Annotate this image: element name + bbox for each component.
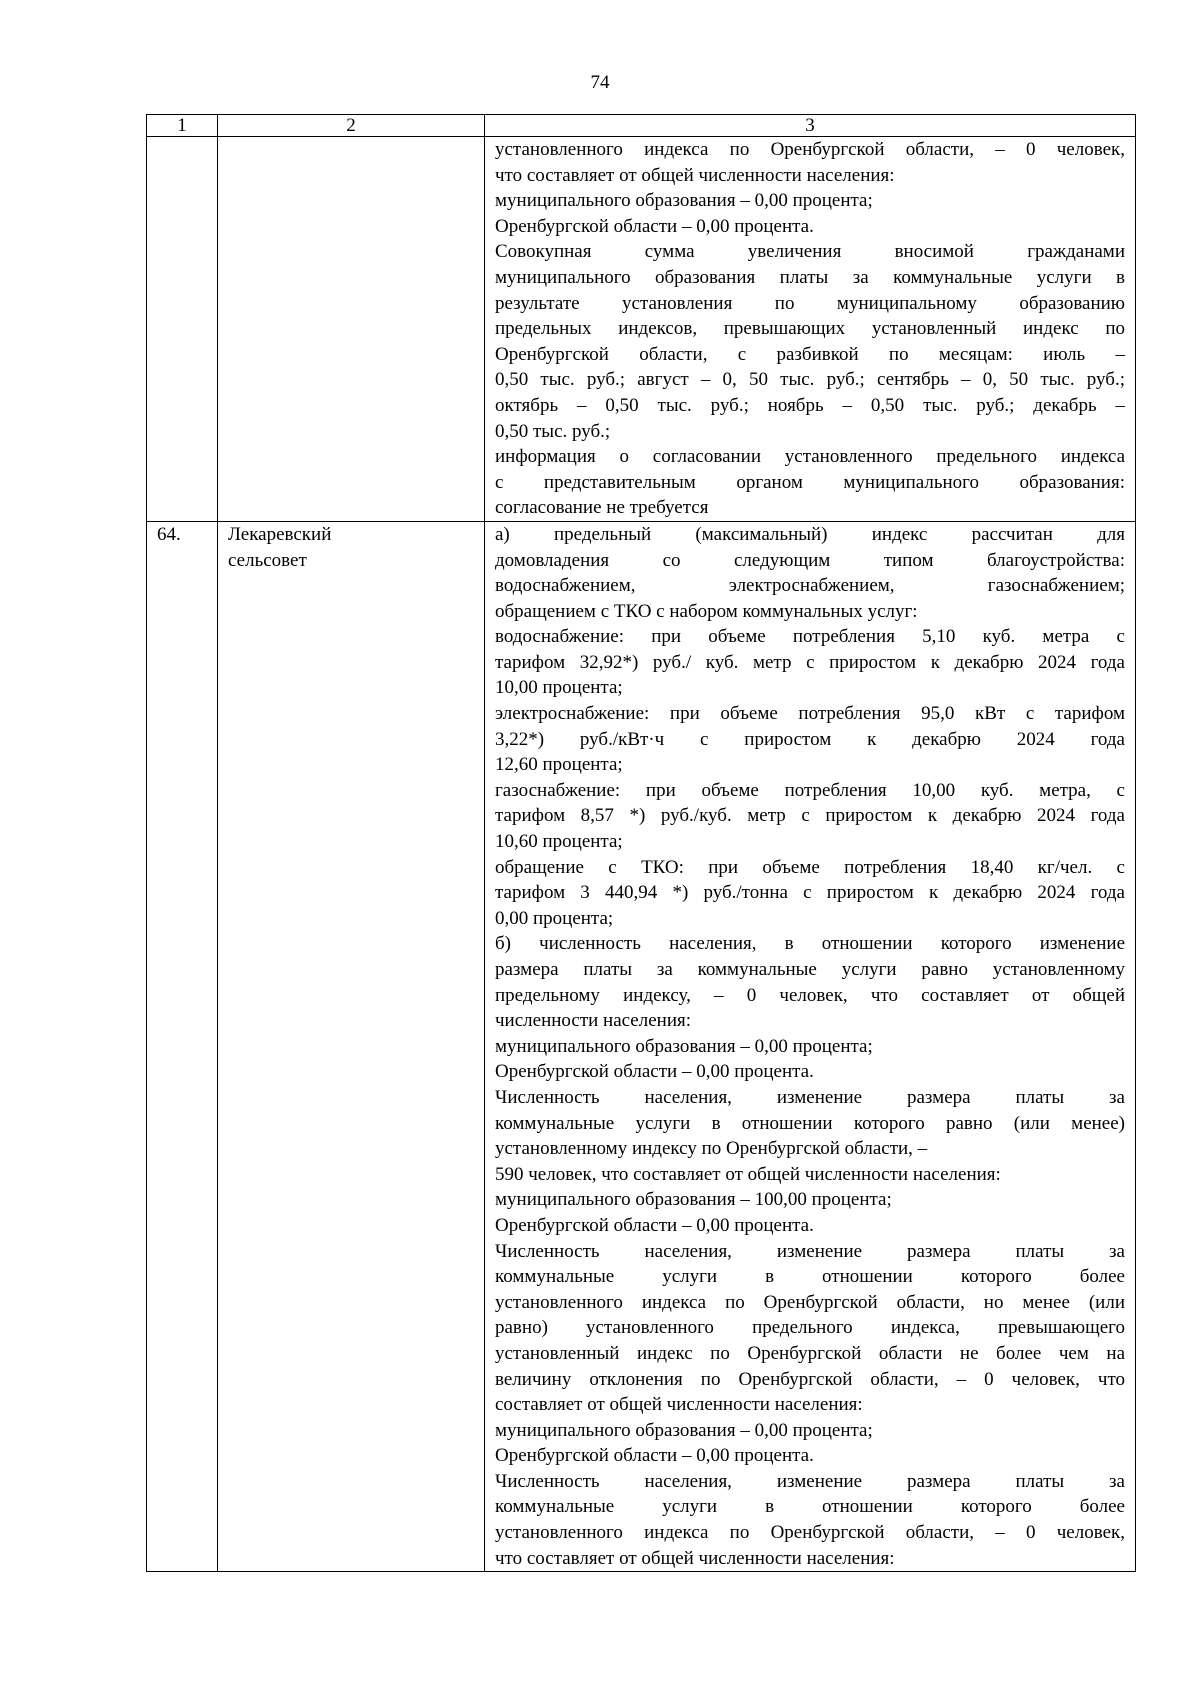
text-line: обращение с ТКО: при объеме потребления 18,40 кг/чел. с	[495, 856, 1125, 878]
text-line: 10,60 процента;	[495, 831, 623, 853]
text-paragraph	[495, 1418, 1125, 1444]
text-line: 12,60 процента;	[495, 754, 623, 776]
row-number-cell: 64.	[147, 521, 218, 1571]
text-line: обращением с ТКО с набором коммунальных услуг:	[495, 600, 918, 622]
text-line: установленного индекса по Оренбургской области, но менее (или	[495, 1291, 1125, 1313]
text-paragraph	[495, 1162, 1125, 1188]
text-paragraph	[495, 1187, 1125, 1213]
column-header-1: 1	[147, 115, 218, 137]
text-line: б) численность населения, в отношении которого изменение	[495, 933, 1125, 955]
text-line: водоснабжением, электроснабжением, газоснабжением;	[495, 575, 1125, 597]
text-line: установленного индекса по Оренбургской области, – 0 человек,	[495, 1522, 1125, 1544]
text-line: 0,00 процента;	[495, 907, 614, 929]
text-line: муниципального образования – 0,00 процента;	[495, 1035, 873, 1057]
text-paragraph	[495, 931, 1125, 1033]
text-line: Оренбургской области – 0,00 процента.	[495, 215, 814, 237]
text-paragraph	[495, 1059, 1125, 1085]
settlement-name-line: сельсовет	[228, 549, 307, 571]
text-line: муниципального образования – 0,00 процента;	[495, 1419, 873, 1441]
text-line: установленный индекс по Оренбургской области не более чем на	[495, 1342, 1125, 1364]
text-line: установленному индексу по Оренбургской области, –	[495, 1138, 928, 1160]
text-line: тарифом 32,92*) руб./ куб. метр с приростом к декабрю 2024 года	[495, 651, 1125, 673]
text-paragraph	[495, 701, 1125, 778]
page-number: 74	[590, 72, 610, 93]
text-line: с представительным органом муниципального образования:	[495, 471, 1125, 493]
text-line: электроснабжение: при объеме потребления 95,0 кВт с тарифом	[495, 703, 1125, 725]
text-paragraph	[495, 624, 1125, 701]
text-line: 10,00 процента;	[495, 677, 623, 699]
text-paragraph	[495, 1443, 1125, 1469]
text-line: муниципального образования – 0,00 процента;	[495, 190, 873, 212]
text-paragraph	[495, 1239, 1125, 1418]
text-line: что составляет от общей численности населения:	[495, 164, 895, 186]
table-row-64	[147, 521, 1136, 1571]
text-paragraph	[495, 778, 1125, 855]
text-line: численности населения:	[495, 1010, 692, 1032]
text-line: Оренбургской области – 0,00 процента.	[495, 1061, 814, 1083]
text-line: Численность населения, изменение размера платы за	[495, 1240, 1125, 1262]
text-line: муниципального образования – 100,00 процента;	[495, 1189, 892, 1211]
text-line: 0,50 тыс. руб.; август – 0, 50 тыс. руб.; сентябрь – 0, 50 тыс. руб.;	[495, 369, 1125, 391]
text-line: тарифом 3 440,94 *) руб./тонна с приростом к декабрю 2024 года	[495, 882, 1125, 904]
text-paragraph	[495, 239, 1125, 444]
settlement-name-line: Лекаревский	[228, 523, 332, 545]
text-line: коммунальные услуги в отношении которого более	[495, 1266, 1125, 1288]
text-line: октябрь – 0,50 тыс. руб.; ноябрь – 0,50 тыс. руб.; декабрь –	[495, 394, 1125, 416]
text-paragraph	[495, 137, 1125, 188]
indices-text-cell	[485, 137, 1136, 522]
text-paragraph	[495, 1469, 1125, 1571]
text-line: равно) установленного предельного индекса, превышающего	[495, 1317, 1125, 1339]
text-line: величину отклонения по Оренбургской области, – 0 человек, что	[495, 1368, 1125, 1390]
text-line: домовладения со следующим типом благоустройства:	[495, 549, 1125, 571]
settlement-name-cell	[218, 521, 485, 1571]
text-line: муниципального образования платы за коммунальные услуги в	[495, 266, 1125, 288]
text-paragraph	[495, 1213, 1125, 1239]
text-line: Совокупная сумма увеличения вносимой гражданами	[495, 241, 1125, 263]
text-line: результате установления по муниципальному образованию	[495, 292, 1125, 314]
text-line: Численность населения, изменение размера платы за	[495, 1470, 1125, 1492]
text-line: газоснабжение: при объеме потребления 10,00 куб. метра, с	[495, 779, 1125, 801]
text-line: тарифом 8,57 *) руб./куб. метр с приростом к декабрю 2024 года	[495, 805, 1125, 827]
indices-table	[146, 114, 1136, 1572]
text-paragraph	[495, 1085, 1125, 1162]
text-line: предельному индексу, – 0 человек, что составляет от общей	[495, 984, 1125, 1006]
text-line: 590 человек, что составляет от общей численности населения:	[495, 1163, 1001, 1185]
column-header-3: 3	[485, 115, 1136, 137]
row-number-cell	[147, 137, 218, 522]
text-paragraph	[495, 214, 1125, 240]
table-row-continuation	[147, 137, 1136, 522]
text-line: размера платы за коммунальные услуги равно установленному	[495, 959, 1125, 980]
text-paragraph	[495, 188, 1125, 214]
text-line: Численность населения, изменение размера платы за	[495, 1086, 1125, 1108]
text-line: предельных индексов, превышающих установленный индекс по	[495, 318, 1125, 340]
text-line: коммунальные услуги в отношении которого равно (или менее)	[495, 1112, 1125, 1134]
text-paragraph	[495, 1034, 1125, 1060]
indices-text-cell	[485, 521, 1136, 1571]
text-line: 0,50 тыс. руб.;	[495, 420, 611, 442]
text-paragraph	[495, 522, 1125, 624]
text-line: информация о согласовании установленного предельного индекса	[495, 446, 1125, 468]
text-line: Оренбургской области, с разбивкой по месяцам: июль –	[495, 343, 1125, 365]
table-header-row	[147, 115, 1136, 137]
text-line: составляет от общей численности населения:	[495, 1394, 863, 1416]
text-paragraph	[495, 855, 1125, 932]
column-header-2: 2	[218, 115, 485, 137]
text-line: что составляет от общей численности населения:	[495, 1547, 895, 1569]
settlement-name-cell	[218, 137, 485, 522]
text-line: Оренбургской области – 0,00 процента.	[495, 1445, 814, 1467]
text-line: коммунальные услуги в отношении которого более	[495, 1496, 1125, 1518]
text-line: установленного индекса по Оренбургской области, – 0 человек,	[495, 139, 1125, 160]
text-line: а) предельный (максимальный) индекс рассчитан для	[495, 523, 1125, 545]
text-line: водоснабжение: при объеме потребления 5,10 куб. метра с	[495, 626, 1125, 648]
text-line: Оренбургской области – 0,00 процента.	[495, 1214, 814, 1236]
text-paragraph	[495, 444, 1125, 521]
text-line: 3,22*) руб./кВт·ч с приростом к декабрю 2024 года	[495, 728, 1125, 750]
text-line: согласование не требуется	[495, 497, 709, 519]
